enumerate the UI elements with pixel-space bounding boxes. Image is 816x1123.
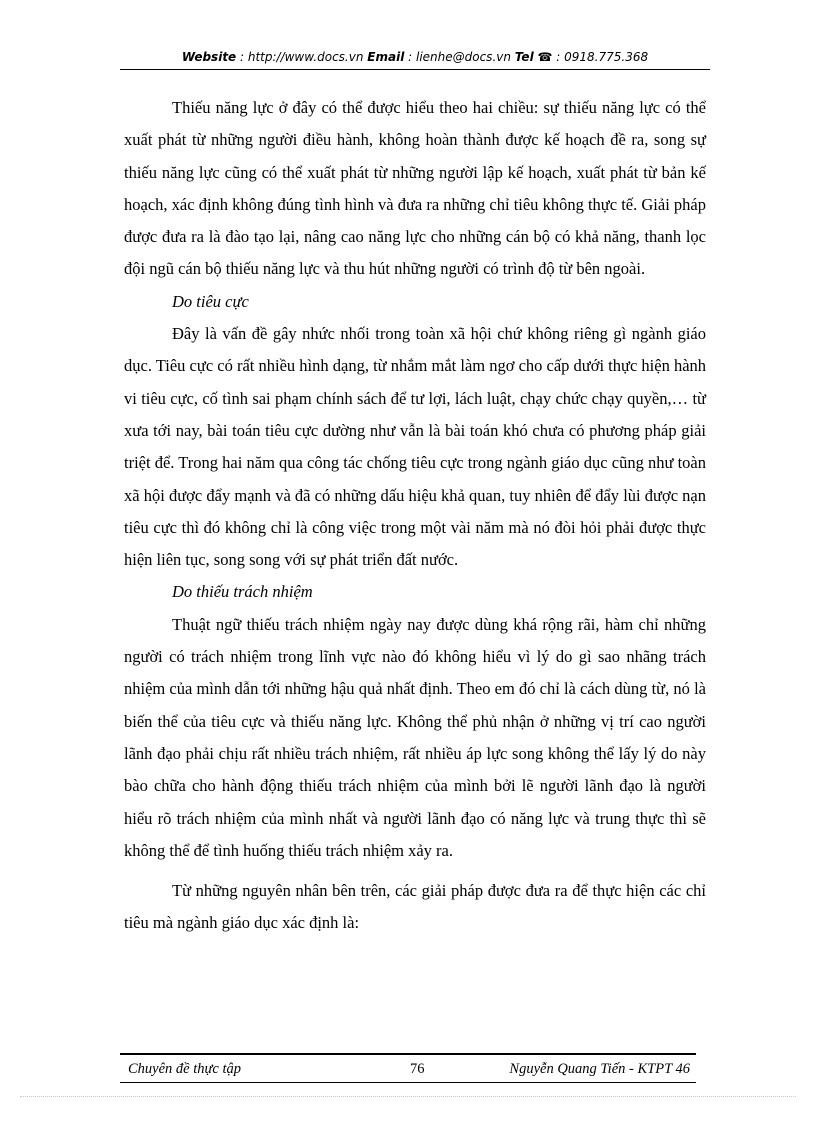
- tel-value: 0918.775.368: [564, 50, 649, 64]
- website-url[interactable]: http://www.docs.vn: [247, 50, 364, 64]
- footer-author: Nguyễn Quang Tiến - KTPT 46: [509, 1061, 690, 1077]
- page-header: [120, 46, 710, 68]
- tel-label: Tel: [514, 50, 534, 64]
- paragraph-negativity: Đây là vấn đề gây nhức nhối trong toàn xã hội chứ không riêng gì ngành giáo dục. Tiêu cực có rất nhiều hình dạng, từ nhắm mắt làm ngơ cho cấp dưới thực hiện hành vi tiêu cực, cố tình sai phạm chính sách để tư lợi, lách luật, chạy chức chạy quyền,… từ xưa tới nay, bài toán tiêu cực dường như vẫn là bài toán khó chưa có phương pháp giải triệt để. Trong hai năm qua công tác chống tiêu cực trong ngành giáo dục cũng như toàn xã hội được đẩy mạnh và đã có những dấu hiệu khả quan, tuy nhiên để đẩy lùi được nạn tiêu cực thì đó không chỉ là công việc trong một vài năm mà nó đòi hỏi phải được thực hiện liên tục, song song với sự phát triển đất nước.: [124, 324, 707, 570]
- email-label: Email: [367, 50, 405, 64]
- document-body: [124, 92, 706, 940]
- footer-document-type: Chuyên đề thực tập: [128, 1061, 242, 1077]
- website-separator: :: [236, 50, 248, 64]
- website-label: Website: [181, 50, 237, 64]
- tel-separator: :: [552, 50, 565, 64]
- paragraph-solutions-intro: Từ những nguyên nhân bên trên, các giải pháp được đưa ra để thực hiện các chỉ tiêu mà ngành giáo dục xác định là:: [124, 881, 706, 933]
- page-edge-divider: [20, 1096, 796, 1097]
- header-rule: [120, 69, 710, 70]
- subheading-negativity: Do tiêu cực: [172, 291, 249, 311]
- email-separator: :: [404, 50, 416, 64]
- footer-rule-top: [120, 1053, 696, 1055]
- page-number: 76: [410, 1061, 425, 1077]
- paragraph-irresponsibility: Thuật ngữ thiếu trách nhiệm ngày nay được dùng khá rộng rãi, hàm chỉ những người có trách nhiệm trong lĩnh vực nào đó không hiểu vì lý do gì sao nhãng trách nhiệm của mình dẫn tới những hậu quả nhất định. Theo em đó chỉ là cách dùng từ, nó là biến thể của tiêu cực và thiếu năng lực. Không thể phủ nhận ở những vị trí cao người lãnh đạo phải chịu rất nhiều trách nhiệm, rất nhiều áp lực song không thể lấy lý do này bào chữa cho hành động thiếu trách nhiệm của mình bởi lẽ người lãnh đạo là người hiểu rõ trách nhiệm của mình nhất và người lãnh đạo có năng lực và trung thực thì sẽ không thể để tình huống thiếu trách nhiệm xảy ra.: [124, 614, 706, 860]
- email-value[interactable]: lienhe@docs.vn: [415, 50, 511, 64]
- paragraph-lack-of-capacity: Thiếu năng lực ở đây có thể được hiểu theo hai chiều: sự thiếu năng lực có thể xuất phát từ những người điều hành, không hoàn thành được kế hoạch đề ra, song sự thiếu năng lực cũng có thể xuất phát từ những người lập kế hoạch, xuất phát từ bản kế hoạch, xác định không đúng tình hình và đưa ra những chỉ tiêu không thực tế. Giải pháp được đưa ra là đào tạo lại, nâng cao năng lực cho những cán bộ có khả năng, thanh lọc đội ngũ cán bộ thiếu năng lực và thu hút những người có trình độ từ bên ngoài.: [124, 98, 706, 279]
- page-footer: [124, 1058, 696, 1080]
- subheading-irresponsibility: Do thiếu trách nhiệm: [172, 582, 313, 602]
- footer-rule-bottom: [120, 1082, 696, 1083]
- phone-icon: ☎: [537, 50, 553, 64]
